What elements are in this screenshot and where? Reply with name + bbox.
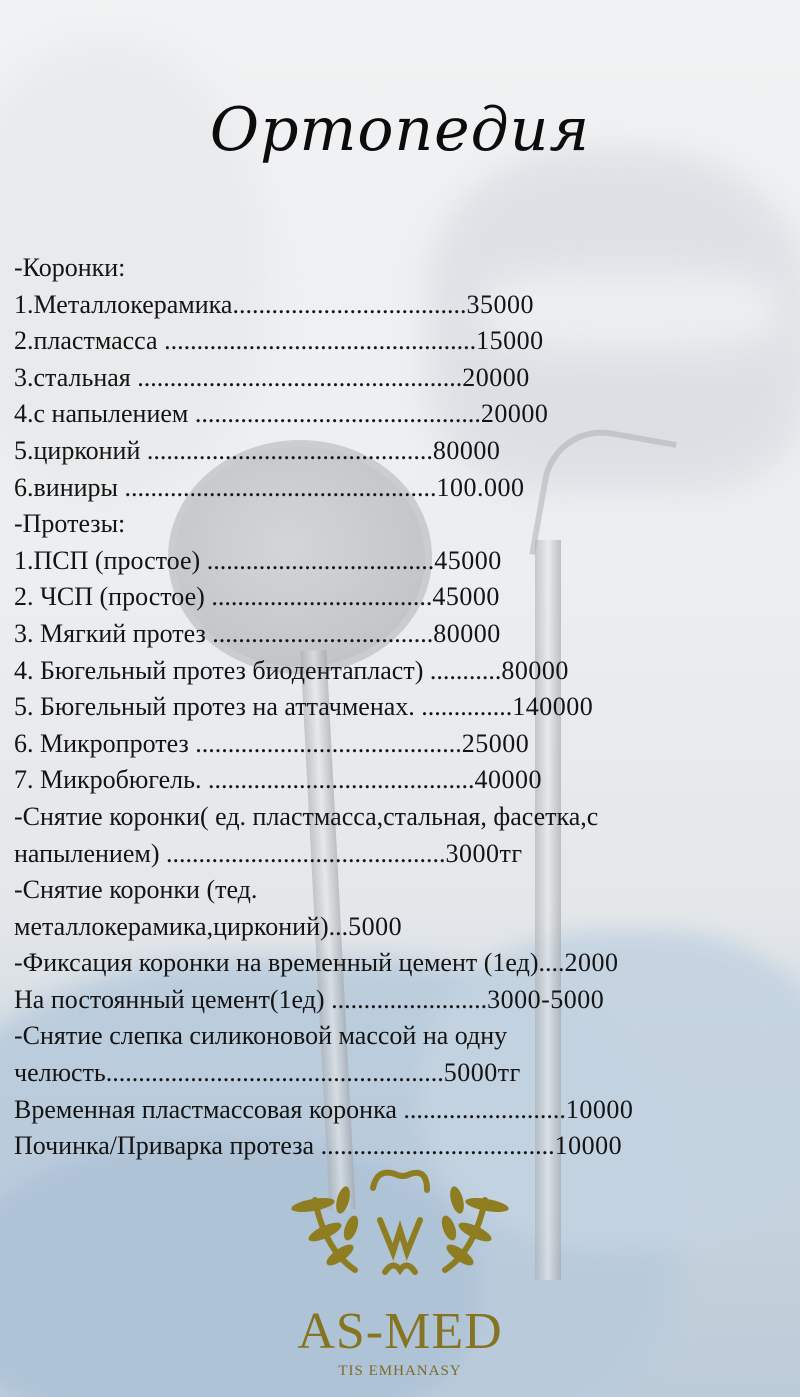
price-list — [14, 250, 800, 1165]
item-price: 80000 — [433, 618, 501, 648]
item-price: 45000 — [432, 582, 500, 612]
item-label: 1.Металлокерамика — [14, 289, 233, 319]
item-label: Починка/Приварка протеза — [14, 1131, 321, 1161]
page-title: Ортопедия — [209, 95, 591, 165]
item-price: 3000тг — [445, 838, 523, 868]
item-price: 45000 — [434, 545, 502, 575]
item-label: металлокерамика,цирконий) — [14, 911, 329, 941]
item-price: 5000 — [348, 911, 403, 941]
item-label: 3. Мягкий протез — [14, 618, 213, 648]
leader-dots: .................................... — [320, 1131, 555, 1161]
leader-dots: ........................ — [331, 984, 488, 1014]
price-item — [14, 689, 800, 726]
leader-dots: .............. — [421, 692, 513, 722]
item-price: 20000 — [462, 362, 530, 392]
leader-dots: .... — [538, 948, 565, 978]
price-item — [14, 287, 800, 324]
section-header-crowns: -Коронки: — [14, 253, 126, 282]
leader-dots: ......................................... — [195, 728, 462, 758]
leader-dots: .................................................... — [105, 1058, 444, 1088]
price-item — [14, 433, 800, 470]
laurel-tooth-emblem-icon — [285, 1160, 515, 1300]
price-item — [14, 1092, 800, 1129]
item-label: 6. Микропротез — [14, 728, 196, 758]
item-price: 3000-5000 — [487, 984, 605, 1014]
brand-subtitle: TIS EMHANASY — [338, 1363, 462, 1379]
price-item-line1: -Снятие коронки (тед. — [14, 875, 258, 905]
section-header-prostheses: -Протезы: — [14, 509, 126, 539]
leader-dots: ................................................ — [124, 472, 437, 502]
item-label: 3.стальная — [14, 362, 138, 392]
clinic-logo — [0, 1160, 800, 1380]
item-price: 10000 — [554, 1131, 623, 1161]
item-price: 35000 — [466, 289, 534, 319]
item-label: 4.с напылением — [14, 399, 195, 429]
leader-dots: .................................. — [211, 582, 433, 612]
item-price: 5000тг — [443, 1058, 521, 1088]
price-item — [14, 945, 800, 982]
leader-dots: ......................................... — [208, 765, 475, 795]
item-label: Временная пластмассовая коронка — [14, 1094, 404, 1124]
price-item — [14, 836, 800, 873]
item-price: 10000 — [565, 1094, 634, 1124]
item-label: 4. Бюгельный протез биодентапласт) — [14, 655, 430, 685]
item-price: 80000 — [432, 435, 501, 465]
price-item — [14, 909, 800, 946]
item-price: 2000 — [564, 948, 619, 978]
leader-dots: .................................... — [232, 289, 467, 319]
item-label: -Фиксация коронки на временный цемент (1ед) — [14, 948, 539, 978]
item-price: 140000 — [512, 692, 594, 722]
leader-dots: ........... — [429, 655, 502, 685]
price-item — [14, 726, 800, 763]
leader-dots: .................................................. — [137, 362, 463, 392]
item-price: 20000 — [480, 399, 549, 429]
item-label: 2.пластмасса — [14, 326, 165, 356]
price-item — [14, 543, 800, 580]
item-price: 15000 — [476, 326, 544, 356]
price-item — [14, 616, 800, 653]
price-item — [14, 360, 800, 397]
leader-dots: ... — [328, 911, 349, 941]
item-label: 5. Бюгельный протез на аттачменах. — [14, 692, 422, 722]
item-price: 25000 — [461, 728, 530, 758]
leader-dots: ................................................ — [164, 326, 477, 356]
price-item — [14, 982, 800, 1019]
price-item — [14, 396, 800, 433]
leader-dots: ................................... — [206, 545, 435, 575]
item-label: 5.цирконий — [14, 435, 147, 465]
item-label: челюсть — [14, 1058, 106, 1088]
price-item — [14, 323, 800, 360]
price-item-line1: -Снятие коронки( ед. пластмасса,стальная, фасетка,с — [14, 801, 599, 831]
price-item — [14, 653, 800, 690]
item-price: 100.000 — [436, 472, 525, 502]
item-label: 1.ПСП (простое) — [14, 545, 207, 575]
brand-name: AS-MED — [297, 1303, 503, 1360]
item-label: На постоянный цемент(1ед) — [14, 984, 332, 1014]
item-label: напылением) — [14, 838, 166, 868]
price-item-line1: -Снятие слепка силиконовой массой на одну — [14, 1021, 508, 1051]
leader-dots: ............................................ — [146, 435, 433, 465]
price-item — [14, 762, 800, 799]
item-price: 40000 — [474, 765, 543, 795]
price-item — [14, 1055, 800, 1092]
price-item — [14, 470, 800, 507]
leader-dots: ......................... — [403, 1094, 566, 1124]
item-price: 80000 — [501, 655, 569, 685]
item-label: 2. ЧСП (простое) — [14, 582, 212, 612]
leader-dots: .................................. — [212, 618, 434, 648]
leader-dots: ............................................ — [194, 399, 481, 429]
item-label: 7. Микробюгель. — [14, 765, 209, 795]
price-item — [14, 579, 800, 616]
leader-dots: ........................................... — [166, 838, 446, 868]
item-label: 6.виниры — [14, 472, 125, 502]
